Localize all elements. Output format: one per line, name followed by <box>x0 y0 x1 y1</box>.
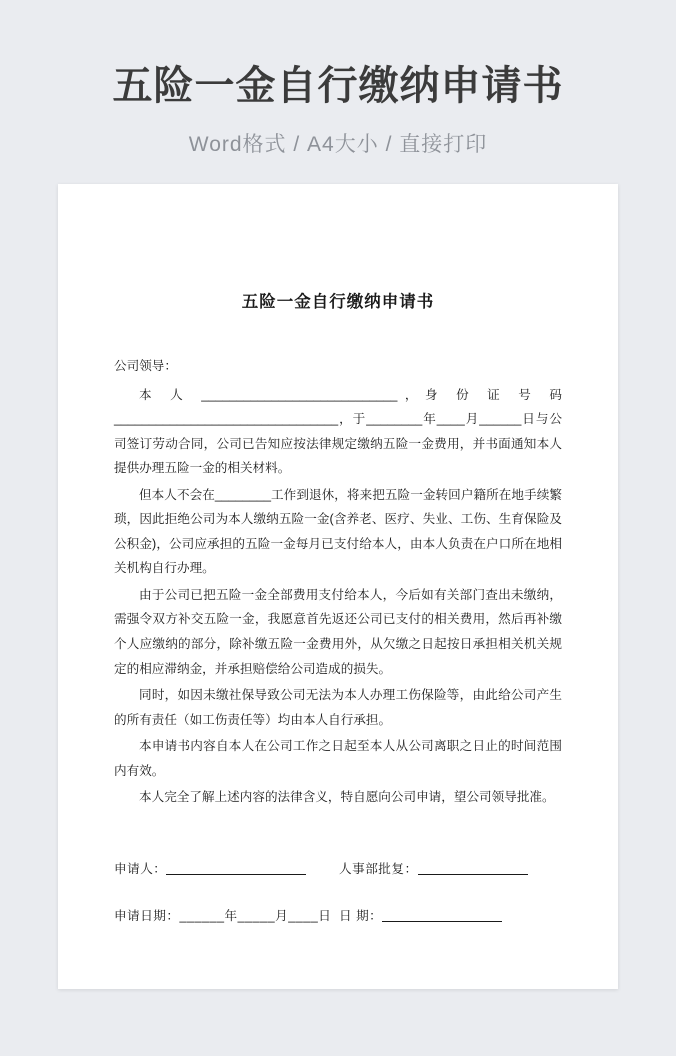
document-paragraph: 同时，如因未缴社保导致公司无法为本人办理工伤保险等，由此给公司产生的所有责任（如工伤责任等）均由本人自行承担。 <box>114 688 562 727</box>
applicant-label: 申请人： <box>114 861 167 876</box>
banner-subtitle: Word格式 / A4大小 / 直接打印 <box>188 133 488 156</box>
apply-date-value: ______年_____月____日 <box>179 908 332 923</box>
hr-reply-line <box>418 861 528 875</box>
apply-date-label: 申请日期： <box>114 908 180 923</box>
date-field <box>339 905 502 924</box>
document-paragraph: 由于公司已把五险一金全部费用支付给本人，今后如有关部门查出未缴纳，需强令双方补交五险一金，我愿意首先返还公司已支付的相关费用，然后再补缴个人应缴纳的部分，除补缴五险一金费用外，从欠缴之日起按日承担相关机关规定的相应滞纳金，并承担赔偿给公司造成的损失。 <box>114 587 562 676</box>
signature-row-date <box>114 905 562 924</box>
banner-title: 五险一金自行缴纳申请书 <box>112 64 564 108</box>
applicant-line <box>166 861 306 875</box>
document-paragraph: 本申请书内容自本人在公司工作之日起至本人从公司离职之日止的时间范围内有效。 <box>114 739 562 778</box>
apply-date-field <box>114 905 339 924</box>
document-salutation: 公司领导： <box>114 359 177 373</box>
date-line <box>382 908 502 922</box>
document-title: 五险一金自行缴纳申请书 <box>241 293 435 311</box>
signature-row-applicant <box>114 858 562 877</box>
document-paragraph: 本人完全了解上述内容的法律含义，特自愿向公司申请，望公司领导批准。 <box>139 790 555 805</box>
applicant-field <box>114 858 339 877</box>
document-preview <box>58 184 618 989</box>
document-paragraph: 但本人不会在________工作到退休，将来把五险一金转回户籍所在地手续繁琐，因此拒绝公司为本人缴纳五险一金(含养老、医疗、失业、工伤、生育保险及公积金)，公司应承担的五险一金每月已支付给本人，由本人负责在户口所在地相关机构自行办理。 <box>114 487 562 576</box>
date-label: 日 期： <box>339 908 383 923</box>
signature-block <box>114 858 562 924</box>
document-paragraph: 本 人 ____________________________，身 份 证 号 码________________________________，于________年____月______日与公司签订劳动合同，公司已告知应按法律规定缴纳五险一金费用，并书面通知本人提供办理五险一金的相关材料。 <box>114 387 562 476</box>
hr-reply-field <box>339 858 528 877</box>
document-body <box>58 184 618 924</box>
banner <box>0 0 676 158</box>
hr-reply-label: 人事部批复： <box>339 861 418 876</box>
